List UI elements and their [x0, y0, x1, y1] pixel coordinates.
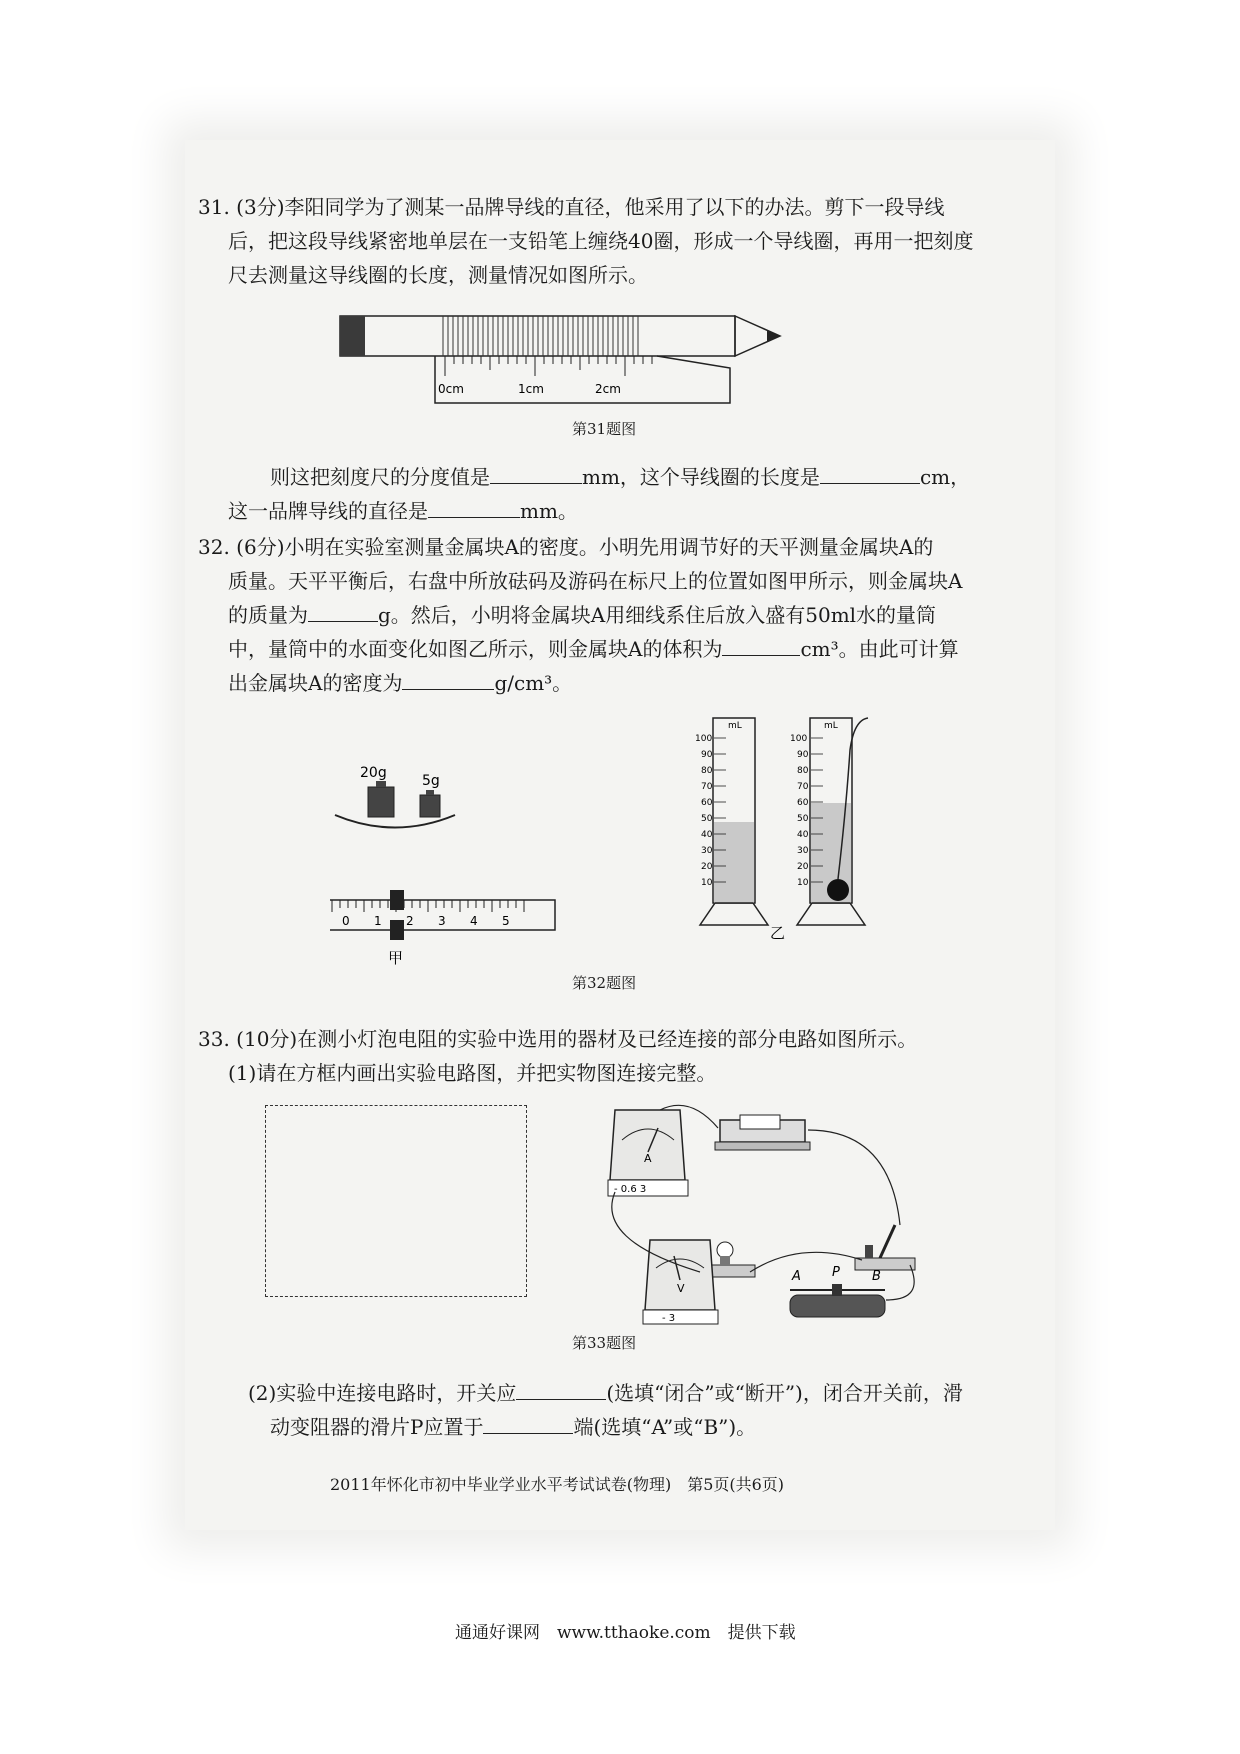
q33-blank-slider-end[interactable]	[483, 1411, 573, 1434]
cyl-right-tick-10: 10	[797, 878, 809, 888]
ammeter-label: A	[644, 1152, 652, 1165]
cyl-right-tick-70: 70	[797, 782, 809, 792]
rheostat	[790, 1265, 885, 1317]
ammeter-terminals: - 0.6 3	[614, 1184, 647, 1195]
q31-blank-diameter[interactable]	[428, 495, 520, 518]
q31-line-1: 31. (3分)李阳同学为了测某一品牌导线的直径，他采用了以下的办法。剪下一段导线	[198, 195, 945, 219]
q33-text-2d: 端(选填“A”或“B”)。	[573, 1415, 757, 1439]
q32-text-3b: g。然后，小明将金属块A用细线系住后放入盛有50ml水的量筒	[378, 603, 937, 627]
q33-text-2a: (2)实验中连接电路时，开关应	[248, 1381, 517, 1405]
ammeter	[608, 1110, 688, 1196]
q31-text-d: 这一品牌导线的直径是	[228, 499, 428, 523]
cyl-right-tick-60: 60	[797, 798, 809, 808]
q33-text-2c: 动变阻器的滑片P应置于	[270, 1415, 484, 1439]
q33-line-1: 33. (10分)在测小灯泡电阻的实验中选用的器材及已经连接的部分电路如图所示。	[198, 1027, 918, 1051]
cyl-left-tick-40: 40	[701, 830, 713, 840]
weight-5g-label: 5g	[422, 773, 440, 789]
q32-text-4a: 中，量筒中的水面变化如图乙所示，则金属块A的体积为	[228, 637, 723, 661]
circuit-drawing-box[interactable]	[265, 1105, 527, 1297]
q32-line-3	[228, 598, 936, 632]
rheostat-label-p: P	[832, 1265, 840, 1280]
q31-answer-line-1	[270, 460, 970, 494]
q32-line-1: 32. (6分)小明在实验室测量金属块A的密度。小明先用调节好的天平测量金属块A的	[198, 535, 934, 559]
cyl-right-unit: mL	[824, 721, 838, 731]
cyl-left-tick-80: 80	[701, 766, 713, 776]
cyl-left-unit: mL	[728, 721, 742, 731]
scale-label-4: 4	[470, 914, 478, 928]
q32-line-4	[228, 632, 959, 666]
q31-blank-division[interactable]	[490, 461, 582, 484]
watermark-text: 通通好课网 www.tthaoke.com 提供下载	[455, 1623, 796, 1643]
label-yi: 乙	[770, 924, 786, 940]
q31-line-3: 尺去测量这导线圈的长度，测量情况如图所示。	[228, 263, 648, 287]
cyl-left-tick-10: 10	[701, 878, 713, 888]
q31-text-e: mm。	[520, 499, 578, 523]
cyl-left-tick-100: 100	[695, 734, 713, 744]
q32-text-5b: g/cm³。	[494, 671, 573, 695]
q31-line-2: 后，把这段导线紧密地单层在一支铅笔上缠绕40圈，形成一个导线圈，再用一把刻度	[228, 229, 974, 253]
q32-blank-mass[interactable]	[308, 599, 378, 622]
q32-cylinders-figure	[678, 710, 888, 940]
q33-text-2b: (选填“闭合”或“断开”)，闭合开关前，滑	[606, 1381, 963, 1405]
scale-label-1: 1	[374, 914, 382, 928]
scale-label-5: 5	[502, 914, 510, 928]
ruler-label-1: 1cm	[518, 382, 544, 396]
q32-blank-volume[interactable]	[722, 633, 800, 656]
cyl-left-tick-20: 20	[701, 862, 713, 872]
q33-blank-switch-state[interactable]	[516, 1377, 606, 1400]
cyl-right-tick-50: 50	[797, 814, 809, 824]
q32-figure-caption: 第32题图	[572, 974, 637, 992]
q32-line-2: 质量。天平平衡后，右盘中所放砝码及游码在标尺上的位置如图甲所示，则金属块A	[228, 569, 963, 593]
q32-balance-figure	[330, 735, 570, 965]
cyl-right-tick-80: 80	[797, 766, 809, 776]
q31-answer-line-2	[228, 494, 578, 528]
cyl-right-tick-30: 30	[797, 846, 809, 856]
q31-figure-caption: 第31题图	[572, 420, 637, 438]
q32-text-5a: 出金属块A的密度为	[228, 671, 403, 695]
cyl-left-tick-30: 30	[701, 846, 713, 856]
cyl-left-tick-90: 90	[701, 750, 713, 760]
page-footer: 2011年怀化市初中毕业学业水平考试试卷(物理) 第5页(共6页)	[330, 1475, 785, 1494]
cyl-right-tick-40: 40	[797, 830, 809, 840]
q33-figure-caption: 第33题图	[572, 1334, 637, 1352]
q31-text-c: cm，	[919, 465, 971, 489]
q32-text-3a: 的质量为	[228, 603, 308, 627]
switch	[855, 1225, 915, 1270]
scale-label-0: 0	[342, 914, 350, 928]
voltmeter-terminals: - 3	[662, 1313, 676, 1324]
rheostat-label-a: A	[792, 1269, 801, 1284]
ruler-label-0: 0cm	[438, 382, 464, 396]
battery	[715, 1115, 810, 1150]
cyl-right-tick-100: 100	[790, 734, 808, 744]
voltmeter	[643, 1240, 718, 1324]
q31-text-a: 则这把刻度尺的分度值是	[270, 465, 490, 489]
scale-label-3: 3	[438, 914, 446, 928]
cyl-left-tick-50: 50	[701, 814, 713, 824]
cyl-left-tick-70: 70	[701, 782, 713, 792]
q31-blank-coil-length[interactable]	[820, 461, 920, 484]
cyl-right-tick-20: 20	[797, 862, 809, 872]
scale-label-2: 2	[406, 914, 414, 928]
q33-line-2: (1)请在方框内画出实验电路图，并把实物图连接完整。	[228, 1061, 717, 1085]
label-jia: 甲	[388, 949, 404, 965]
rheostat-label-b: B	[872, 1269, 881, 1284]
q32-line-5	[228, 666, 572, 700]
ruler-label-2: 2cm	[595, 382, 621, 396]
q33-part2-line-2	[270, 1410, 756, 1444]
q31-text-b: mm，这个导线圈的长度是	[582, 465, 820, 489]
q32-text-4b: cm³。由此可计算	[800, 637, 959, 661]
cyl-left-tick-60: 60	[701, 798, 713, 808]
q33-part2-line-1	[248, 1376, 963, 1410]
cyl-right-tick-90: 90	[797, 750, 809, 760]
q33-circuit-figure	[600, 1100, 930, 1335]
q32-blank-density[interactable]	[402, 667, 494, 690]
weight-20g-label: 20g	[360, 765, 387, 781]
q31-pencil-ruler-figure	[335, 308, 795, 408]
voltmeter-label: V	[677, 1282, 685, 1295]
